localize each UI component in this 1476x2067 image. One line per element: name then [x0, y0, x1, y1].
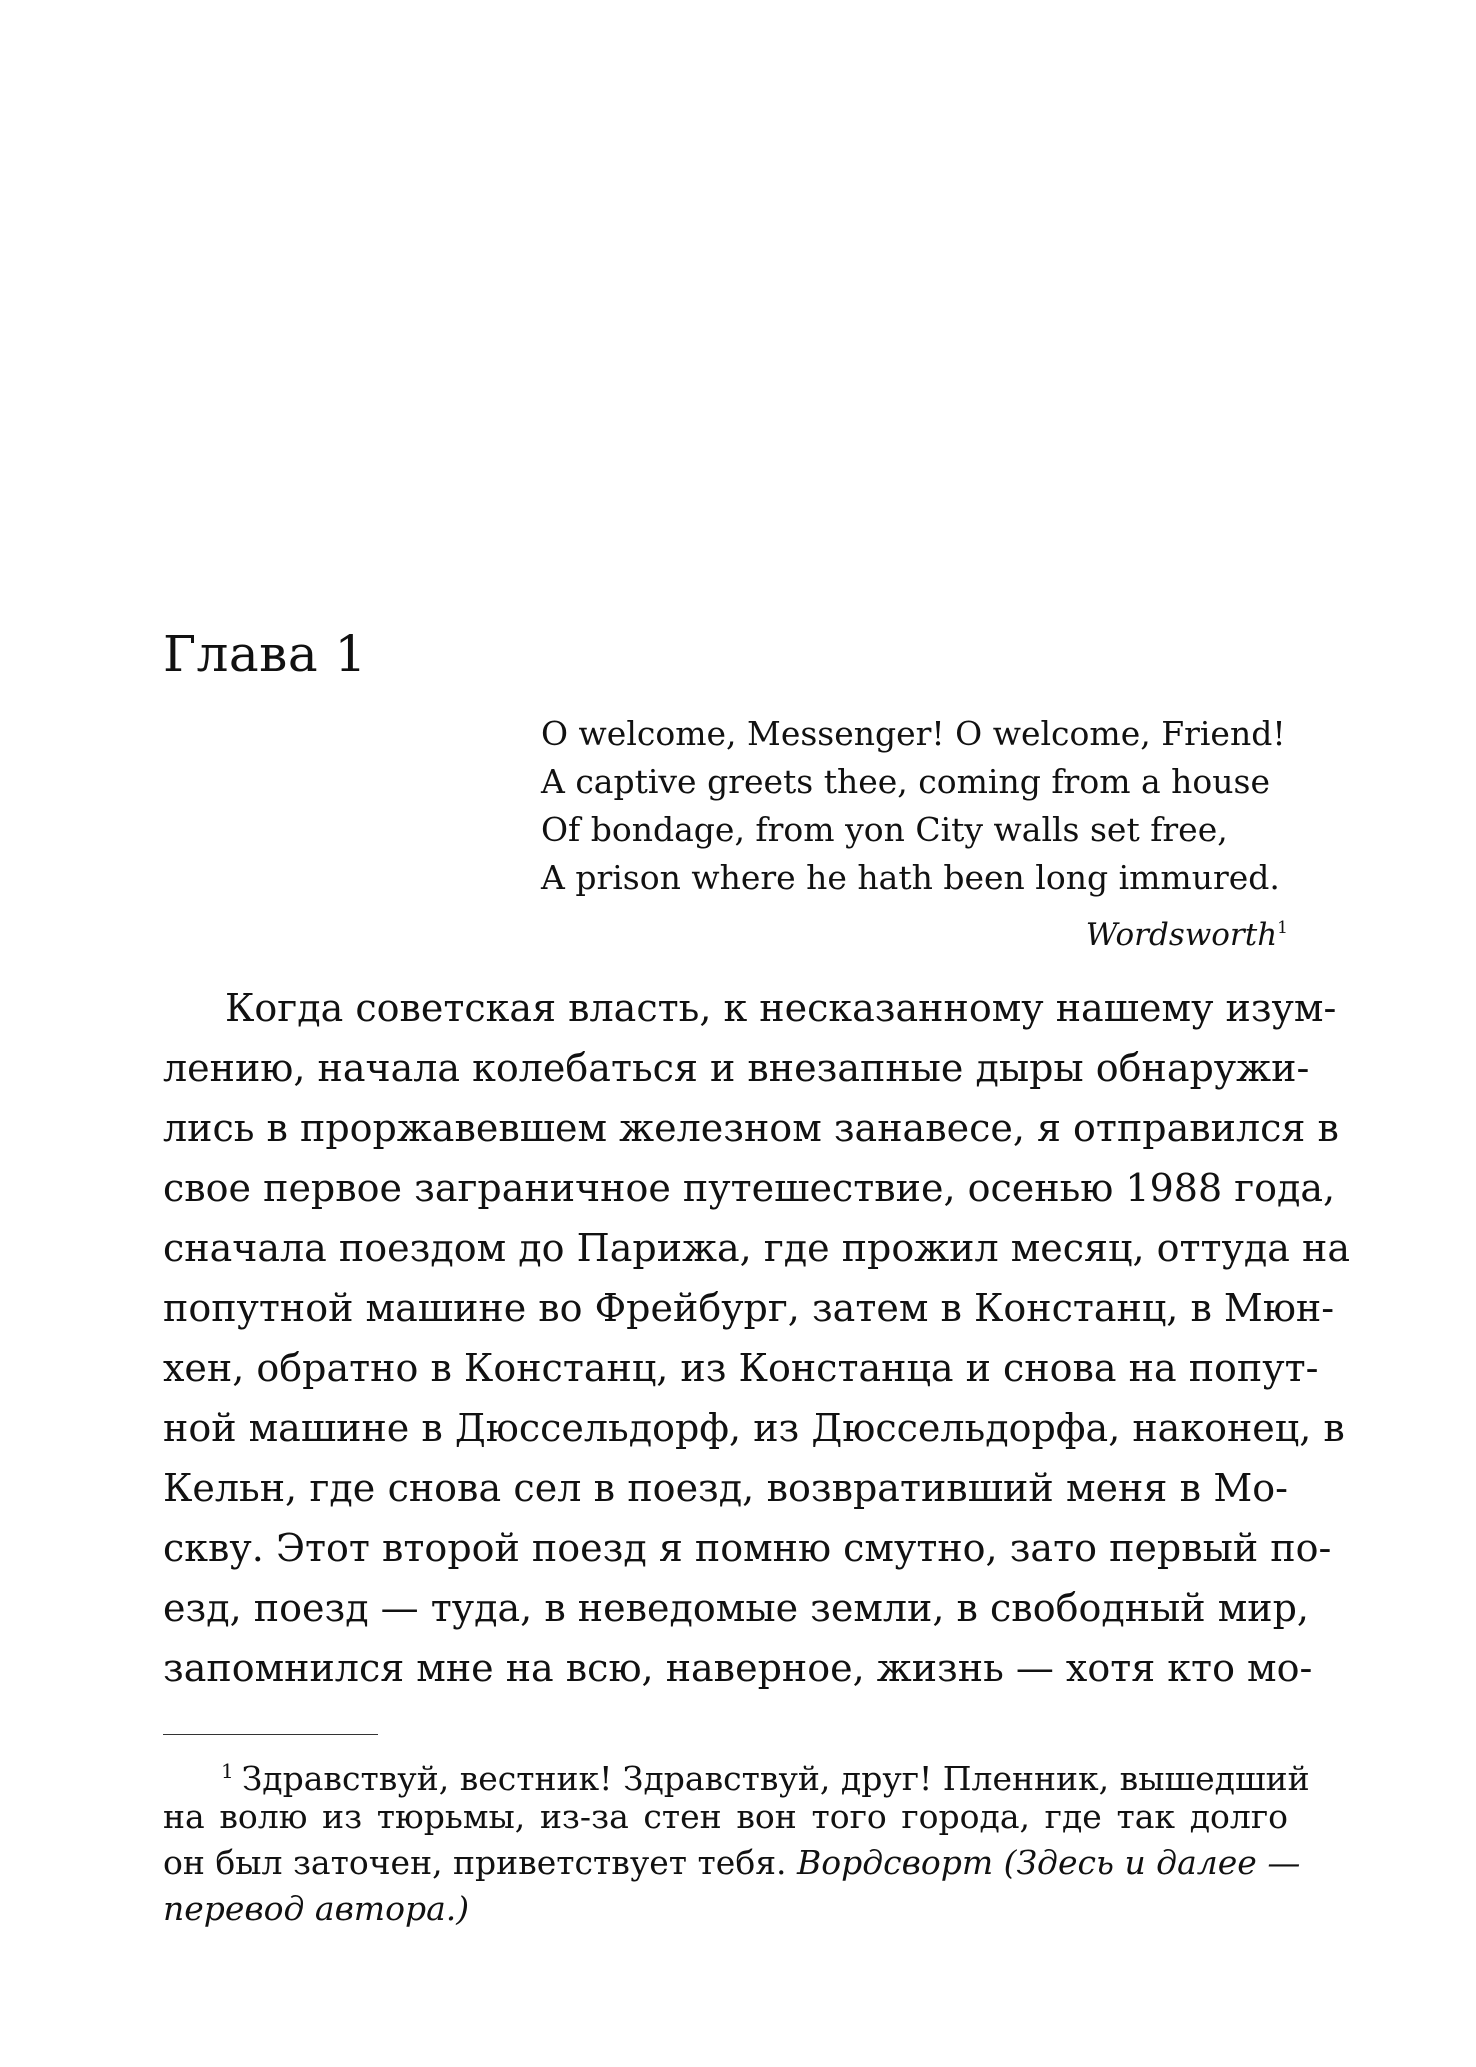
body-line: ной машине в Дюссельдорф, из Дюссельдорфа, наконец, в	[163, 1406, 1345, 1450]
footnote-text: Здравствуй, вестник! Здравствуй, друг! Пленник, вышедший	[241, 1759, 1310, 1798]
body-line: запомнился мне на всю, наверное, жизнь — хотя кто мо-	[163, 1646, 1313, 1690]
body-line: попутной машине во Фрейбург, затем в Констанц, в Мюн-	[163, 1286, 1335, 1330]
body-paragraph	[163, 978, 1351, 1698]
footnote-divider	[163, 1734, 378, 1735]
epigraph-line: A prison where he hath been long immured.	[541, 858, 1280, 897]
footnote-line	[163, 1840, 1301, 1886]
footnote-marker: 1	[221, 1759, 234, 1783]
epigraph-line: Of bondage, from yon City walls set free,	[541, 810, 1228, 849]
epigraph-author: Wordsworth	[1085, 917, 1278, 953]
epigraph-line: A captive greets thee, coming from a house	[541, 762, 1270, 801]
body-line: сначала поездом до Парижа, где прожил месяц, оттуда на	[163, 1226, 1351, 1270]
body-line: езд, поезд — туда, в неведомые земли, в свободный мир,	[163, 1586, 1309, 1630]
footnote-text: он был заточен, приветствует тебя.	[163, 1843, 797, 1882]
body-line: свое первое заграничное путешествие, осенью 1988 года,	[163, 1166, 1336, 1210]
body-line: скву. Этот второй поезд я помню смутно, зато первый по-	[163, 1526, 1332, 1570]
footnote-line: на волю из тюрьмы, из-за стен вон того города, где так долго	[163, 1797, 1288, 1836]
epigraph	[541, 710, 1288, 959]
footnote-line	[163, 1748, 1310, 1798]
footnote-line: перевод автора.)	[163, 1889, 470, 1928]
body-line: лению, начала колебаться и внезапные дыры обнаружи-	[163, 1046, 1310, 1090]
body-line: хен, обратно в Констанц, из Констанца и снова на попут-	[163, 1346, 1319, 1390]
body-line: Кельн, где снова сел в поезд, возвративший меня в Мо-	[163, 1466, 1288, 1510]
footnote-reference: 1	[1277, 918, 1288, 938]
chapter-title: Глава 1	[163, 625, 367, 683]
footnote	[163, 1748, 1310, 1932]
body-line: лись в проржавевшем железном занавесе, я отправился в	[163, 1106, 1339, 1150]
footnote-source: Вордсворт (Здесь и далее —	[797, 1843, 1301, 1882]
epigraph-line: O welcome, Messenger! O welcome, Friend!	[541, 714, 1286, 753]
body-line: Когда советская власть, к несказанному нашему изум-	[225, 986, 1337, 1030]
epigraph-attribution	[541, 904, 1288, 959]
